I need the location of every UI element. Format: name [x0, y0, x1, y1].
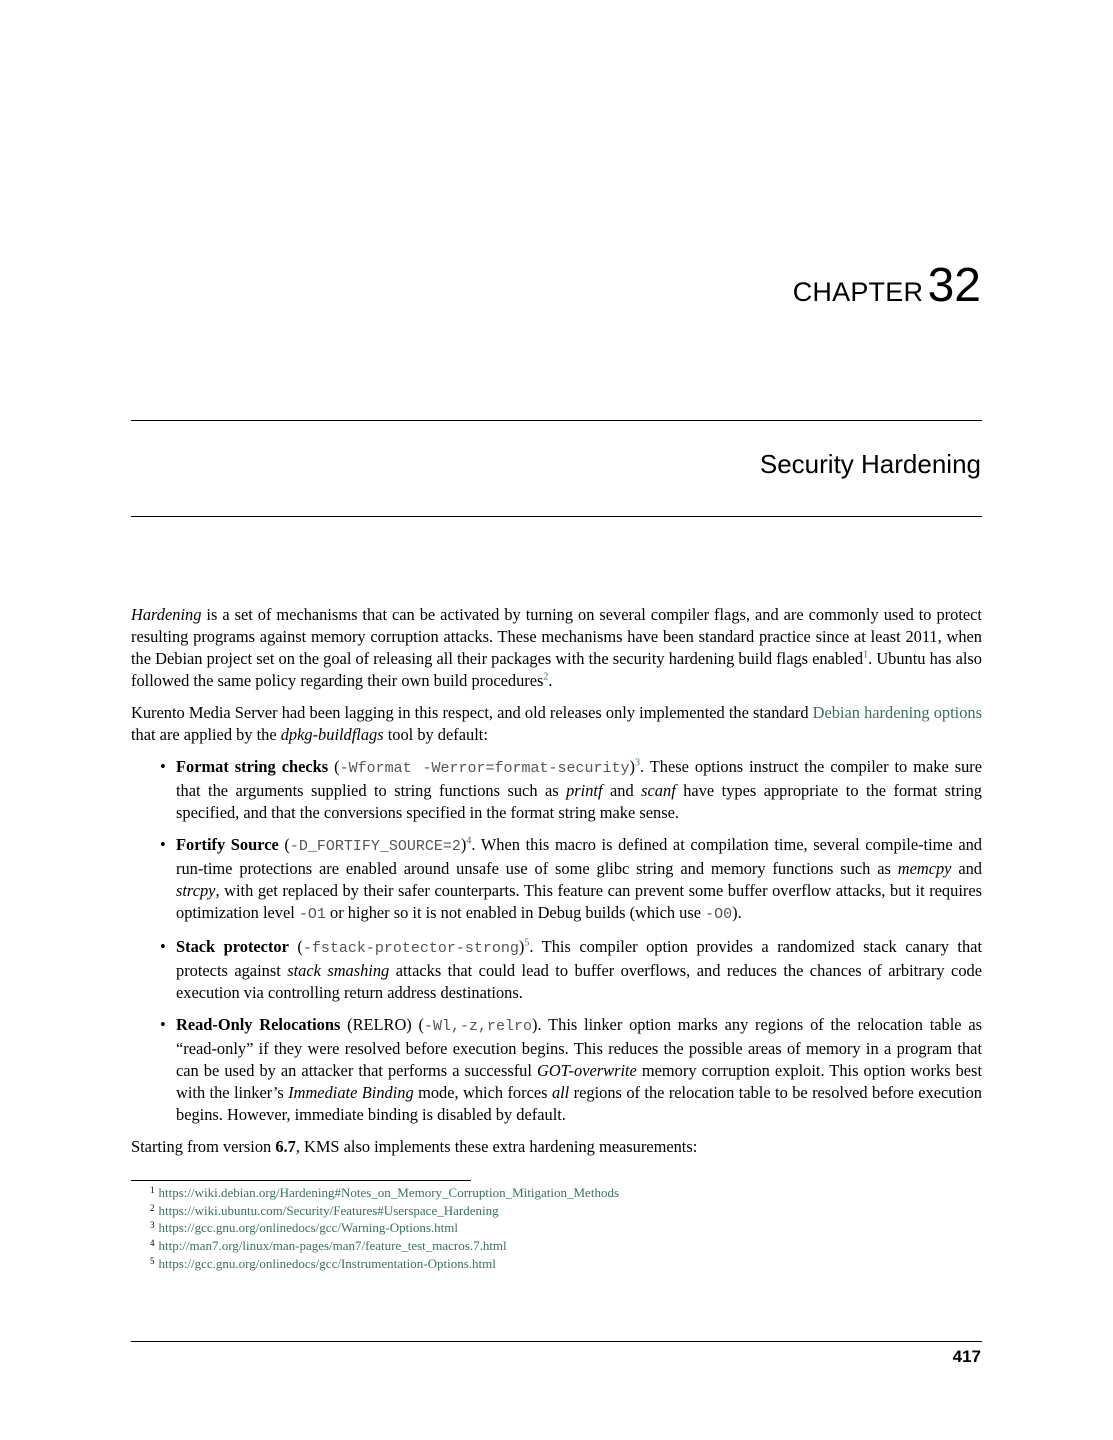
text: , with get replaced by their safer counterparts. This feature can prevent some buffer overflow attacks, but it requires optimization level	[176, 881, 982, 922]
footnote-ref-4[interactable]: 4	[466, 835, 472, 847]
text: mode, which forces	[413, 1083, 552, 1102]
text: (RELRO) (	[340, 1015, 425, 1034]
main-body	[131, 604, 982, 1168]
list-item-fortify-source	[176, 834, 982, 926]
item-title: Read-Only Relocations	[176, 1015, 341, 1034]
footnote-link[interactable]: https://wiki.ubuntu.com/Security/Features#Userspace_Hardening	[158, 1202, 499, 1218]
chapter-heading	[792, 259, 981, 312]
text: . Ubuntu has also followed the same policy regarding their own build procedures	[131, 649, 982, 690]
footnote-number: 2	[150, 1202, 155, 1213]
emph: Immediate Binding	[288, 1083, 414, 1102]
footnote-ref-2[interactable]: 2	[543, 671, 549, 683]
code-flag: -O1	[298, 906, 326, 923]
text: )	[460, 835, 467, 854]
text: or higher so it is not enabled in Debug builds (which use	[325, 903, 706, 922]
chapter-number: 32	[927, 259, 981, 312]
emph: GOT-overwrite	[536, 1061, 637, 1080]
text: (	[278, 835, 290, 854]
text: . These options instruct the compiler to make sure that the arguments supplied to string functions such as	[176, 757, 983, 800]
text: ).	[732, 903, 742, 922]
footer-rule	[131, 1341, 982, 1342]
page-number: 417	[952, 1347, 981, 1366]
text: .	[548, 671, 553, 690]
text: , KMS also implements these extra hardening measurements:	[295, 1137, 698, 1156]
text: have types appropriate to the format string specified, and that the conversions specified in the format string make sense.	[176, 781, 982, 822]
emph: strcpy	[176, 881, 216, 900]
list-item-relro	[176, 1014, 982, 1126]
code-flag: -Wl,-z,relro	[424, 1018, 533, 1035]
title-rule-top	[131, 420, 982, 421]
text: is a set of mechanisms that can be activated by turning on several compiler flags, and are commonly used to protect resulting programs against memory corruption attacks. These mechanisms have been standard practice since at least 2011, when the Debian project set on the goal of releasing all their packages with the security hardening build flags enabled	[131, 605, 982, 668]
text: attacks that could lead to buffer overflows, and reduces the chances of arbitrary code execution via controlling return address destinations.	[176, 961, 982, 1002]
emph: all	[551, 1083, 570, 1102]
footnote-ref-3[interactable]: 3	[635, 757, 640, 769]
emph: scanf	[641, 781, 676, 800]
intro-paragraph	[131, 604, 982, 692]
footnote-number: 4	[150, 1238, 155, 1249]
footnote-1	[150, 1184, 619, 1202]
footnote-3	[150, 1219, 619, 1237]
code-flag: -D_FORTIFY_SOURCE=2	[289, 838, 461, 855]
code-flag: -O0	[705, 906, 733, 923]
debian-hardening-link[interactable]: Debian hardening options	[812, 703, 982, 722]
text: . When this macro is defined at compilation time, several compile-time and run-time protections are enabled around unsafe use of some glibc string and memory functions such as	[176, 835, 983, 878]
text: Starting from version	[131, 1137, 276, 1156]
footnote-2	[150, 1202, 619, 1220]
text: )	[629, 757, 635, 776]
code-flag: -Wformat -Werror=format-security	[339, 760, 630, 777]
footnote-number: 1	[150, 1185, 155, 1195]
footnote-number: 5	[150, 1255, 155, 1266]
version-number: 6.7	[275, 1137, 296, 1156]
item-title: Stack protector	[176, 937, 289, 956]
code-flag: -fstack-protector-strong	[302, 940, 519, 957]
footnote-link[interactable]: http://man7.org/linux/man-pages/man7/feature_test_macros.7.html	[158, 1238, 507, 1254]
footnote-link[interactable]: https://gcc.gnu.org/onlinedocs/gcc/Instrumentation-Options.html	[158, 1255, 496, 1271]
footnote-5	[150, 1255, 619, 1273]
emph: memcpy	[897, 859, 952, 878]
text: (	[328, 757, 340, 776]
footnote-number: 3	[150, 1220, 155, 1231]
emph: printf	[566, 781, 603, 800]
text: memory corruption exploit. This option works best with the linker’s	[176, 1061, 982, 1102]
text: . This compiler option provides a randomized stack canary that protects against	[176, 937, 983, 980]
lagging-paragraph	[131, 702, 982, 746]
text: . This linker option marks any regions of the relocation table as “read-only” if they were resolved before execution begins. This reduces the possible areas of memory in a program that can be used by an attacker that performs a successful	[176, 1015, 982, 1080]
hardening-list	[131, 756, 982, 1126]
text: )	[532, 1015, 538, 1034]
footnote-link[interactable]: https://wiki.debian.org/Hardening#Notes_on_Memory_Corruption_Mitigation_Methods	[158, 1185, 619, 1200]
closing-paragraph	[131, 1136, 982, 1158]
chapter-label: CHAPTER	[792, 277, 924, 307]
footnote-ref-5[interactable]: 5	[524, 937, 530, 949]
title-rule-bottom	[131, 516, 982, 517]
text: )	[518, 937, 525, 956]
text: tool by default:	[383, 725, 488, 744]
text: that are applied by the	[131, 725, 281, 744]
item-title: Fortify Source	[176, 835, 279, 854]
footnotes	[150, 1184, 619, 1273]
item-title: Format string checks	[176, 757, 329, 776]
emph: stack smashing	[287, 961, 390, 980]
footnote-4	[150, 1237, 619, 1255]
list-item-stack-protector	[176, 936, 982, 1004]
page-title: Security Hardening	[759, 449, 981, 479]
tool-name: dpkg-buildflags	[280, 725, 384, 744]
text: Kurento Media Server had been lagging in this respect, and old releases only implemented the standard	[131, 703, 813, 722]
footnote-link[interactable]: https://gcc.gnu.org/onlinedocs/gcc/Warning-Options.html	[158, 1220, 458, 1236]
footnote-ref-1[interactable]: 1	[863, 649, 869, 661]
text: (	[288, 937, 303, 956]
list-item-format-string	[176, 756, 982, 824]
text: and	[951, 859, 982, 878]
footnote-rule	[131, 1180, 471, 1181]
text: regions of the relocation table to be resolved before execution begins. However, immediate binding is disabled by default.	[176, 1083, 982, 1124]
term-hardening: Hardening	[131, 605, 202, 624]
text: and	[602, 781, 642, 800]
